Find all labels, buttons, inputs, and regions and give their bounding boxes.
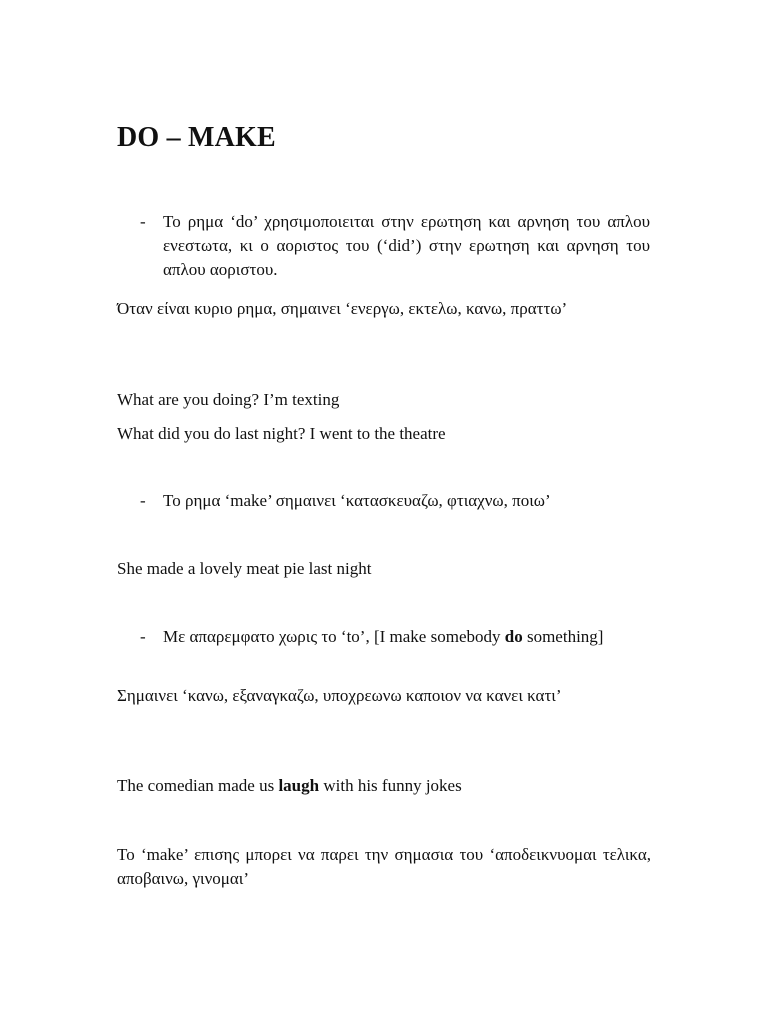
bullet-text-part: Με απαρεμφατο χωρις το ‘to’, [I make somebody bbox=[163, 627, 505, 646]
bullet-text bbox=[163, 625, 650, 649]
paragraph-make-meaning: Σημαινει ‘κανω, εξαναγκαζω, υποχρεωνω καποιον να κανει κατι’ bbox=[117, 686, 562, 705]
bullet-make-infinitive bbox=[140, 625, 650, 649]
bold-verb: do bbox=[504, 627, 523, 646]
bullet-text: Το ρημα ‘make’ σημαινει ‘κατασκευαζω, φτιαχνω, ποιω’ bbox=[163, 491, 551, 510]
example-sentence: What did you do last night? I went to the theatre bbox=[117, 424, 446, 443]
example-sentence: What are you doing? I’m texting bbox=[117, 390, 340, 409]
bullet-dash: - bbox=[140, 491, 146, 510]
bullet-text: Το ρημα ‘do’ χρησιμοποιειται στην ερωτηση και αρνηση του απλου ενεστωτα, κι ο αοριστος του (‘did’) στην ερωτηση και αρνηση του απλου αοριστου. bbox=[163, 212, 650, 279]
bullet-text-part: something] bbox=[522, 627, 604, 646]
example-sentence: She made a lovely meat pie last night bbox=[117, 559, 372, 578]
bullet-make-meaning bbox=[140, 489, 650, 513]
paragraph-do-meaning: Όταν είναι κυριο ρημα, σημαινει ‘ενεργω, εκτελω, κανω, πραττω’ bbox=[117, 299, 568, 318]
bullet-do-usage bbox=[140, 210, 650, 282]
bold-verb: laugh bbox=[278, 776, 320, 795]
bullet-dash: - bbox=[140, 627, 146, 646]
bullet-dash: - bbox=[140, 212, 146, 231]
example-sentence bbox=[117, 774, 462, 798]
paragraph-make-turn-out: Το ‘make’ επισης μπορει να παρει την σημασια του ‘αποδεικνυομαι τελικα, αποβαινω, γινομαι’ bbox=[117, 845, 651, 888]
example-text-part: The comedian made us bbox=[117, 776, 279, 795]
page-title: DO – MAKE bbox=[117, 122, 276, 153]
example-text-part: with his funny jokes bbox=[319, 776, 462, 795]
